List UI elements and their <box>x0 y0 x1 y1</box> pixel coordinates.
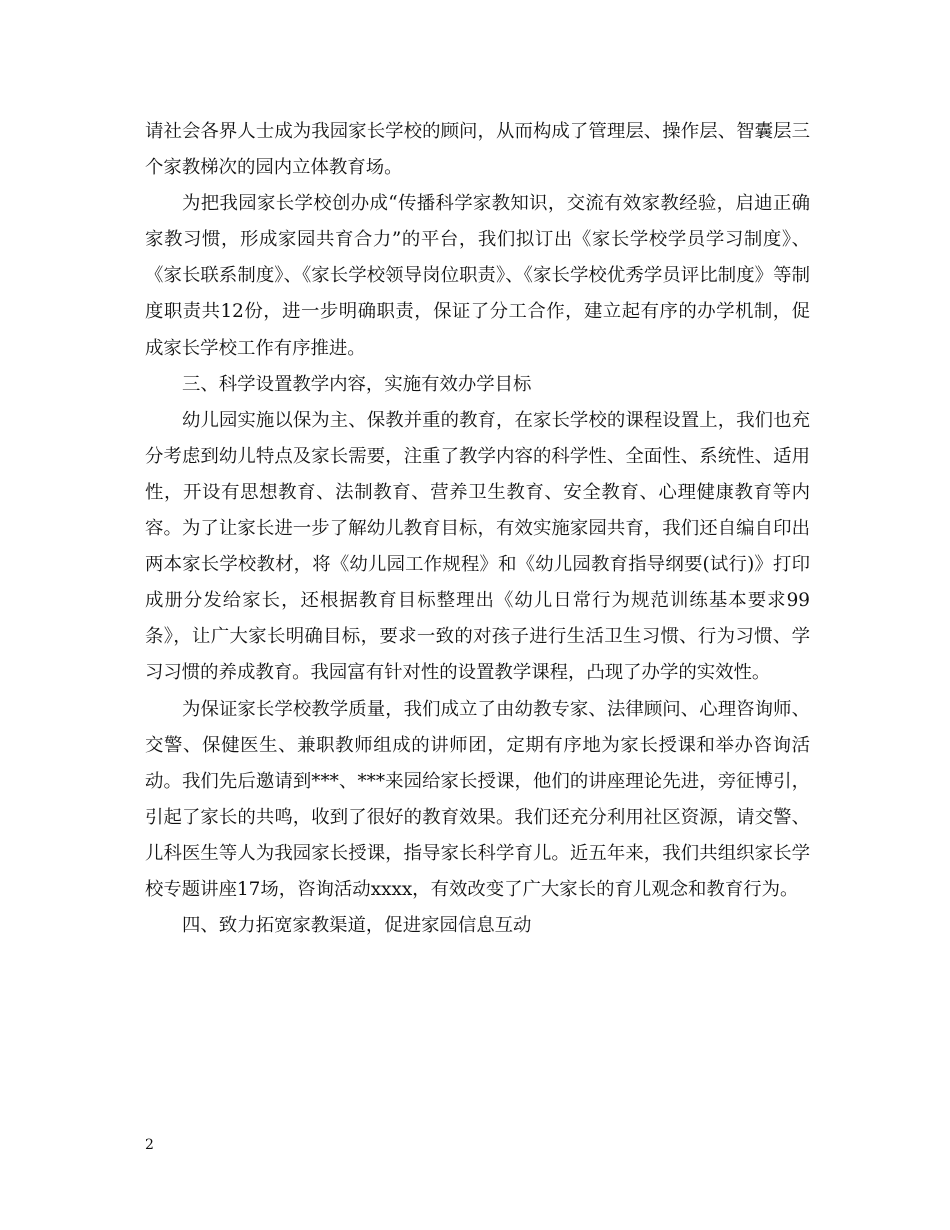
document-body <box>145 114 810 944</box>
paragraph-continued: 请社会各界人士成为我园家长学校的顾问，从而构成了管理层、操作层、智囊层三个家教梯次的园内立体教育场。 <box>145 121 810 179</box>
section-heading-3: 三、科学设置教学内容，实施有效办学目标 <box>182 373 532 395</box>
paragraph-curriculum: 幼儿园实施以保为主、保教并重的教育，在家长学校的课程设置上，我们也充分考虑到幼儿特点及家长需要，注重了教学内容的科学性、全面性、系统性、适用性，开设有思想教育、法制教育、营养卫生教育、安全教育、心理健康教育等内容。为了让家长进一步了解幼儿教育目标，有效实施家园共育，我们还自编自印出两本家长学校教材，将《幼儿园工作规程》和《幼儿园教育指导纲要(试行)》打印成册分发给家长，还根据教育目标整理出《幼儿日常行为规范训练基本要求99条》，让广大家长明确目标，要求一致的对孩子进行生活卫生习惯、行为习惯、学习习惯的养成教育。我园富有针对性的设置教学课程，凸现了办学的实效性。 <box>145 409 810 684</box>
section-heading-4: 四、致力拓宽家教渠道，促进家园信息互动 <box>182 915 532 937</box>
paragraph-lecturers: 为保证家长学校教学质量，我们成立了由幼教专家、法律顾问、心理咨询师、交警、保健医生、兼职教师组成的讲师团，定期有序地为家长授课和举办咨询活动。我们先后邀请到***、***来园给家长授课，他们的讲座理论先进，旁征博引，引起了家长的共鸣，收到了很好的教育效果。我们还充分利用社区资源，请交警、儿科医生等人为我园家长授课，指导家长科学育儿。近五年来，我们共组织家长学校专题讲座17场，咨询活动xxxx，有效改变了广大家长的育儿观念和教育行为。 <box>145 698 810 900</box>
page-number: 2 <box>145 1137 154 1153</box>
paragraph-regulations: 为把我园家长学校创办成“传播科学家教知识，交流有效家教经验，启迪正确家教习惯，形成家园共育合力”的平台，我们拟订出《家长学校学员学习制度》、《家长联系制度》、《家长学校领导岗位职责》、《家长学校优秀学员评比制度》等制度职责共12份，进一步明确职责，保证了分工合作，建立起有序的办学机制，促成家长学校工作有序推进。 <box>145 193 810 359</box>
